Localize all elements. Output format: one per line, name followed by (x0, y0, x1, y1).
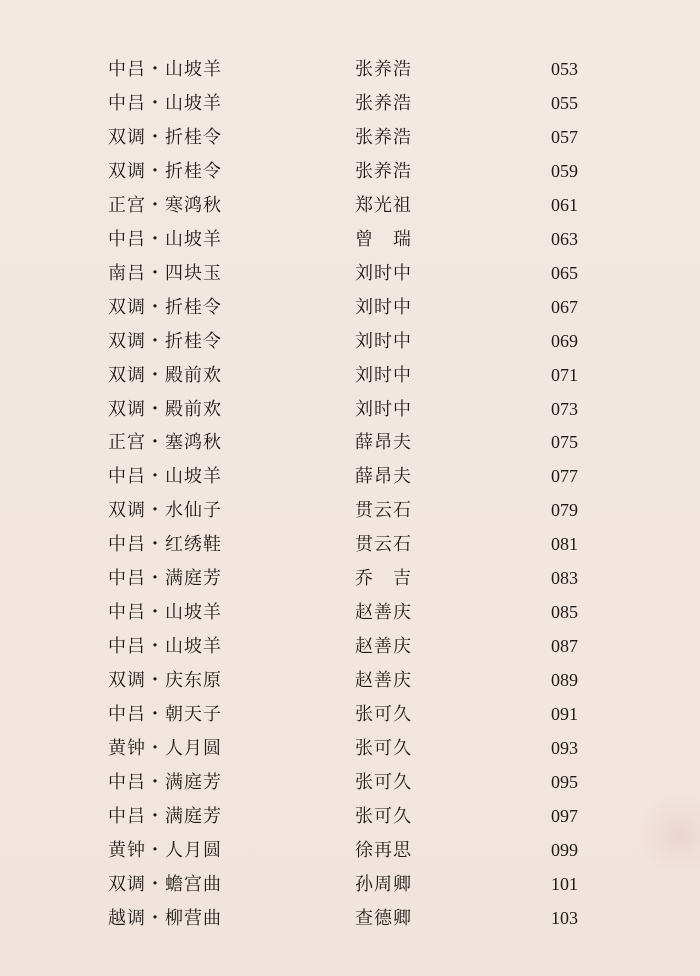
entry-author: 张养浩 (355, 126, 412, 148)
entry-title: 双调・折桂令 (108, 330, 222, 352)
entry-page-number: 053 (551, 59, 578, 79)
entry-title: 中吕・山坡羊 (108, 228, 222, 250)
toc-entry (0, 902, 700, 936)
entry-page-number: 101 (551, 873, 578, 894)
toc-entry (0, 698, 700, 732)
entry-page-number: 061 (551, 194, 578, 215)
entry-title: 越调・柳营曲 (108, 907, 222, 929)
toc-entry (0, 800, 700, 834)
toc-entry (0, 528, 700, 562)
entry-page-number: 095 (551, 772, 578, 793)
toc-entry (0, 291, 700, 325)
entry-author: 薛昂夫 (355, 432, 412, 454)
toc-entry (0, 223, 700, 257)
entry-author: 刘时中 (355, 296, 412, 318)
entry-author: 张可久 (355, 704, 412, 726)
toc-entry (0, 868, 700, 902)
entry-page-number: 071 (551, 364, 578, 385)
entry-author: 查德卿 (355, 907, 412, 929)
entry-author: 徐再思 (355, 839, 412, 861)
entry-title: 黄钟・人月圆 (108, 839, 222, 861)
entry-author: 郑光祖 (355, 194, 412, 216)
entry-title: 南吕・四块玉 (108, 262, 222, 284)
entry-page-number: 085 (551, 602, 578, 623)
entry-title: 正宫・塞鸿秋 (108, 432, 222, 454)
entry-page-number: 103 (551, 907, 578, 928)
entry-page-number: 059 (551, 160, 578, 181)
entry-title: 中吕・山坡羊 (108, 466, 222, 488)
toc-entry (0, 664, 700, 698)
entry-title: 中吕・满庭芳 (108, 772, 222, 794)
toc-entry (0, 393, 700, 427)
toc-entry (0, 257, 700, 291)
entry-page-number: 079 (551, 500, 578, 521)
entry-page-number: 067 (551, 296, 578, 317)
entry-page-number: 083 (551, 568, 578, 589)
entry-author: 刘时中 (355, 330, 412, 352)
entry-title: 中吕・红绣鞋 (108, 534, 222, 556)
entry-page-number: 075 (551, 432, 578, 453)
table-of-contents (0, 53, 700, 936)
entry-page-number: 065 (551, 262, 578, 283)
entry-title: 中吕・满庭芳 (108, 568, 222, 590)
entry-title: 双调・水仙子 (108, 500, 222, 522)
entry-author: 贯云石 (355, 534, 412, 556)
toc-entry (0, 53, 700, 87)
entry-page-number: 087 (551, 636, 578, 657)
entry-title: 黄钟・人月圆 (108, 738, 222, 760)
entry-author: 张可久 (355, 738, 412, 760)
entry-page-number: 063 (551, 228, 578, 249)
toc-entry (0, 359, 700, 393)
toc-entry (0, 155, 700, 189)
entry-title: 双调・殿前欢 (108, 364, 222, 386)
toc-entry (0, 189, 700, 223)
entry-title: 双调・殿前欢 (108, 398, 222, 420)
entry-title: 双调・折桂令 (108, 126, 222, 148)
toc-entry (0, 630, 700, 664)
entry-author: 张养浩 (355, 160, 412, 182)
entry-author: 张养浩 (355, 59, 412, 80)
entry-author: 刘时中 (355, 398, 412, 420)
entry-author: 曾 瑞 (355, 228, 412, 250)
entry-author: 刘时中 (355, 364, 412, 386)
toc-entry (0, 325, 700, 359)
entry-author: 张可久 (355, 805, 412, 827)
entry-author: 张可久 (355, 772, 412, 794)
entry-page-number: 055 (551, 92, 578, 113)
entry-page-number: 089 (551, 670, 578, 691)
entry-author: 刘时中 (355, 262, 412, 284)
entry-author: 赵善庆 (355, 670, 412, 692)
entry-page-number: 077 (551, 466, 578, 487)
entry-title: 中吕・山坡羊 (108, 602, 222, 624)
entry-author: 赵善庆 (355, 636, 412, 658)
entry-title: 双调・蟾宫曲 (108, 873, 222, 895)
entry-page-number: 081 (551, 534, 578, 555)
entry-page-number: 073 (551, 398, 578, 419)
entry-title: 中吕・山坡羊 (108, 59, 222, 80)
toc-entry (0, 87, 700, 121)
toc-entry (0, 426, 700, 460)
entry-page-number: 057 (551, 126, 578, 147)
entry-author: 赵善庆 (355, 602, 412, 624)
entry-page-number: 091 (551, 704, 578, 725)
toc-entry (0, 834, 700, 868)
entry-title: 双调・折桂令 (108, 296, 222, 318)
toc-entry (0, 562, 700, 596)
entry-page-number: 099 (551, 839, 578, 860)
entry-author: 乔 吉 (355, 568, 412, 590)
toc-entry (0, 732, 700, 766)
toc-entry (0, 596, 700, 630)
entry-page-number: 069 (551, 330, 578, 351)
entry-author: 薛昂夫 (355, 466, 412, 488)
toc-entry (0, 766, 700, 800)
toc-entry (0, 460, 700, 494)
entry-title: 双调・折桂令 (108, 160, 222, 182)
entry-author: 张养浩 (355, 92, 412, 114)
entry-author: 孙周卿 (355, 873, 412, 895)
entry-title: 中吕・山坡羊 (108, 92, 222, 114)
entry-title: 双调・庆东原 (108, 670, 222, 692)
entry-author: 贯云石 (355, 500, 412, 522)
entry-page-number: 097 (551, 805, 578, 826)
entry-page-number: 093 (551, 738, 578, 759)
toc-entry (0, 494, 700, 528)
entry-title: 中吕・满庭芳 (108, 805, 222, 827)
toc-entry (0, 121, 700, 155)
entry-title: 中吕・山坡羊 (108, 636, 222, 658)
entry-title: 中吕・朝天子 (108, 704, 222, 726)
entry-title: 正宫・寒鸿秋 (108, 194, 222, 216)
